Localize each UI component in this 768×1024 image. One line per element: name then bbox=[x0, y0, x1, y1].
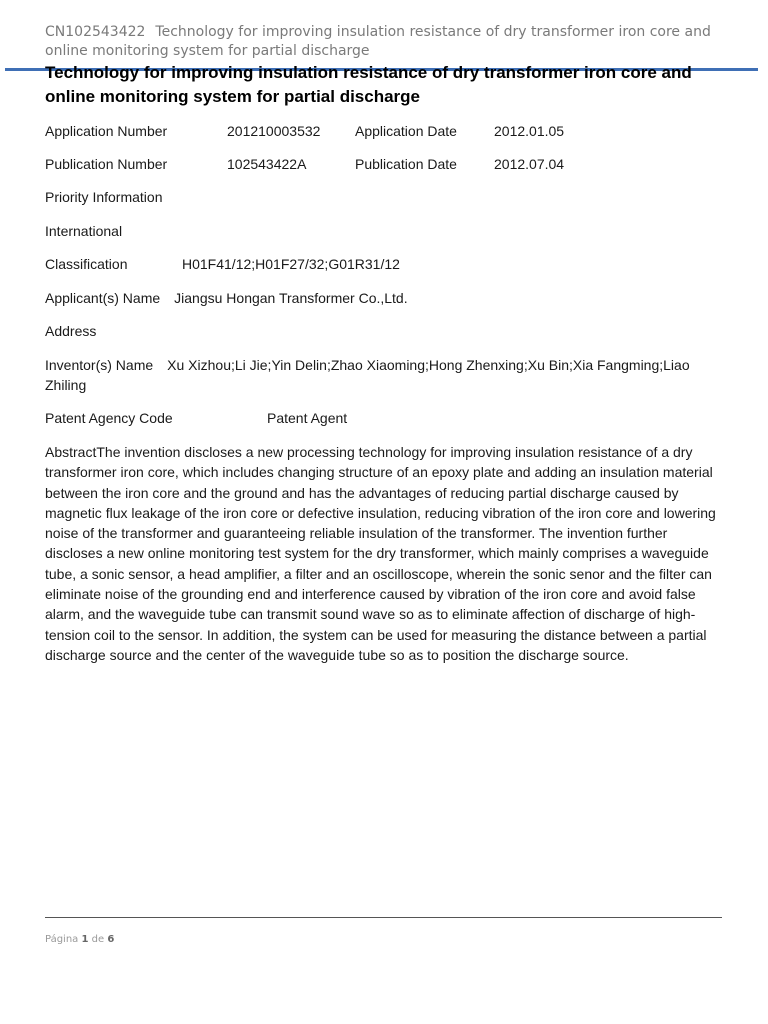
abstract-text: The invention discloses a new processing technology for improving insulation resistance of a dry transformer iron core, which includes changing structure of an epoxy plate and adding an insulation material between the iron core and the ground and has the advantages of reducing partial discharge caused by magnetic flux leakage of the iron core or defective insulation, reducing vibration of the iron core and lowering noise of the transformer and guaranteeing reliable insulation of the transformer. The invention further discloses a new online monitoring test system for the dry transformer, which mainly comprises a waveguide tube, a sonic sensor, a head amplifier, a filter and an oscilloscope, wherein the sonic senor and the filter can eliminate noise of the grounding end and interference caused by vibration of the iron core and avoid false alarm, and the waveguide tube can transmit sound wave so as to eliminate affection of discharge of high-tension coil to the sensor. In addition, the system can be used for measuring the distance between a partial discharge source and the center of the waveguide tube so as to position the discharge source. bbox=[45, 444, 716, 663]
inventor-label: Inventor(s) Name bbox=[45, 357, 154, 373]
applicant-value: Jiangsu Hongan Transformer Co.,Ltd. bbox=[174, 290, 408, 306]
application-date-label: Application Date bbox=[355, 123, 457, 139]
header-ref-number: CN102543422 bbox=[45, 24, 146, 40]
publication-number-label: Publication Number bbox=[45, 156, 168, 172]
abstract bbox=[45, 442, 725, 665]
publication-number-value: 102543422A bbox=[227, 156, 307, 172]
current-page: 1 bbox=[81, 934, 89, 945]
application-number-value: 201210003532 bbox=[227, 123, 321, 139]
international-label: International bbox=[45, 223, 123, 239]
inventor-value: Xu Xizhou;Li Jie;Yin Delin;Zhao Xiaoming;Hong Zhenxing;Xu Bin;Xia Fangming;Liao Zhiling bbox=[45, 357, 690, 393]
total-pages: 6 bbox=[107, 934, 115, 945]
page-word: Página bbox=[45, 934, 79, 945]
classification-value: H01F41/12;H01F27/32;G01R31/12 bbox=[182, 256, 400, 272]
header-reference bbox=[45, 23, 725, 61]
application-number-label: Application Number bbox=[45, 123, 168, 139]
application-date-value: 2012.01.05 bbox=[494, 123, 565, 139]
classification-label: Classification bbox=[45, 256, 128, 272]
address-label: Address bbox=[45, 323, 97, 339]
agency-code-label: Patent Agency Code bbox=[45, 410, 173, 426]
document-title: Technology for improving insulation resistance of dry transformer iron core and online monitoring system for partial discharge bbox=[45, 63, 692, 106]
publication-date-label: Publication Date bbox=[355, 156, 457, 172]
priority-label: Priority Information bbox=[45, 189, 163, 205]
applicant-row bbox=[45, 288, 735, 308]
abstract-label: Abstract bbox=[45, 444, 97, 460]
publication-date-value: 2012.07.04 bbox=[494, 156, 565, 172]
header-ref-title: Technology for improving insulation resistance of dry transformer iron core and online monitoring system for partial discharge bbox=[45, 24, 711, 59]
of-word: de bbox=[91, 934, 105, 945]
patent-agent-label: Patent Agent bbox=[267, 410, 348, 426]
footer-divider bbox=[45, 917, 722, 918]
inventor-row bbox=[45, 355, 725, 395]
applicant-label: Applicant(s) Name bbox=[45, 290, 161, 306]
page-indicator bbox=[45, 934, 114, 945]
